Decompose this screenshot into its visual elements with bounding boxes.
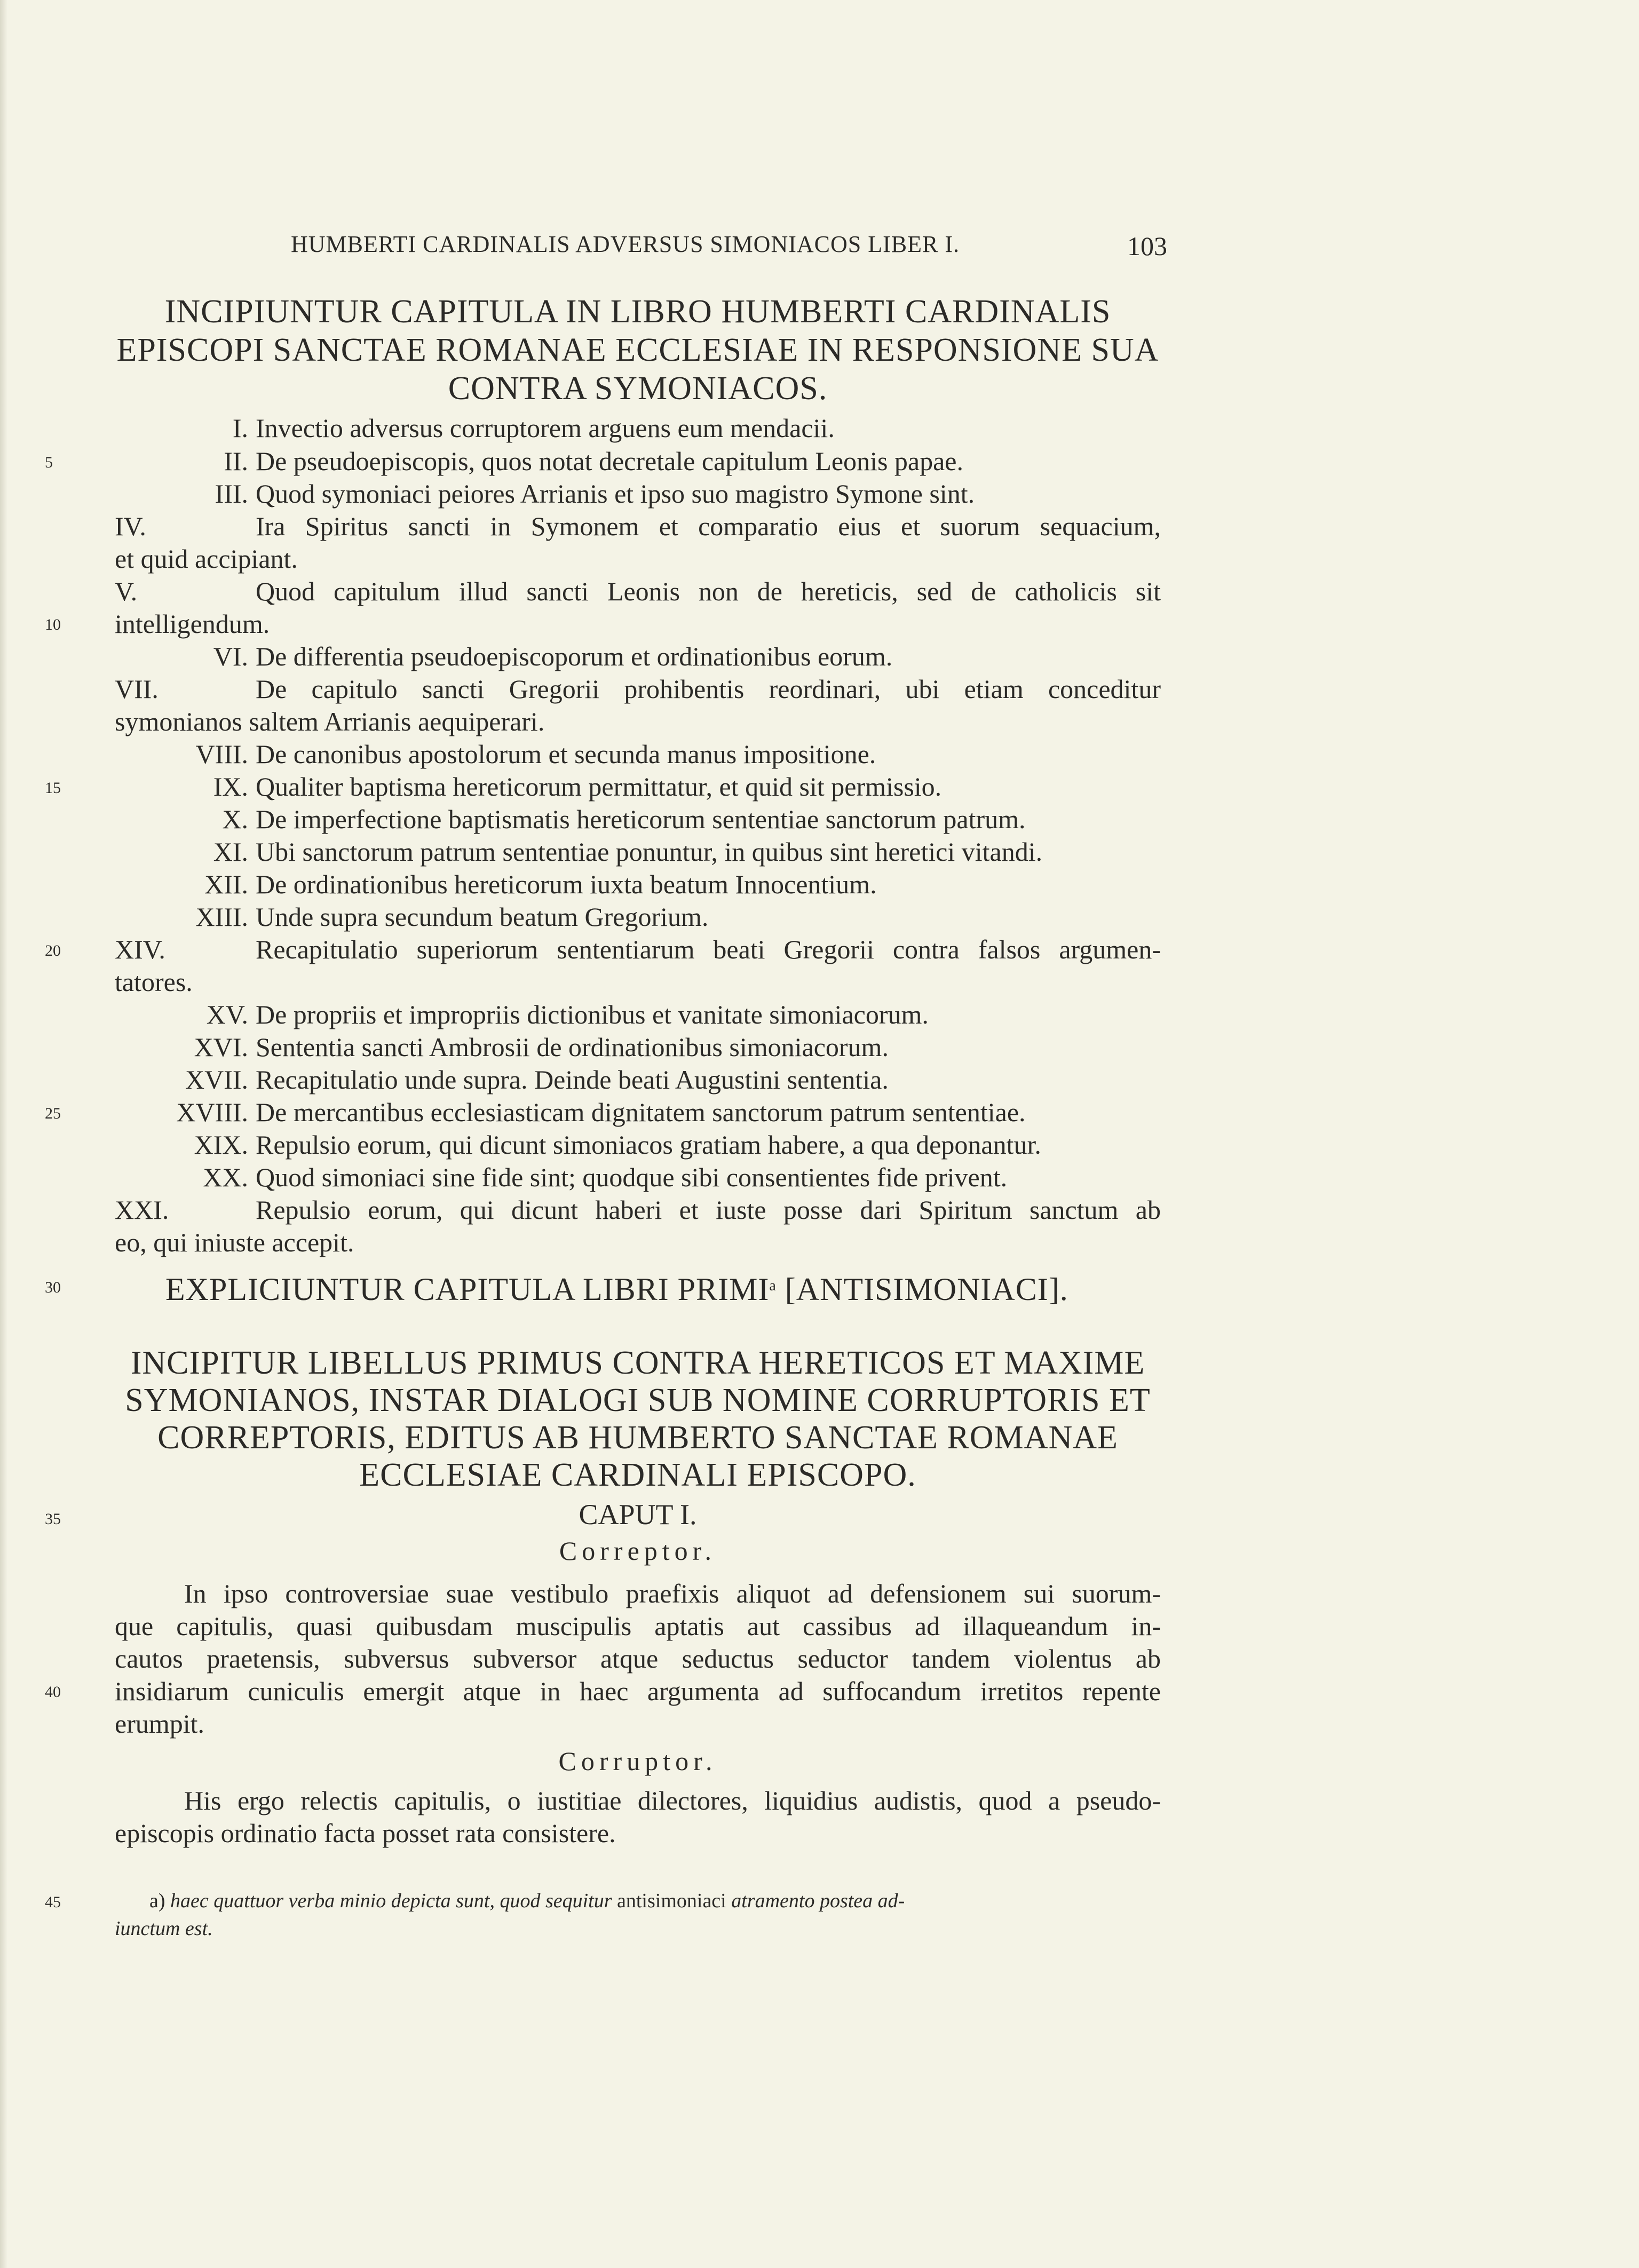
margin-line-number: 25 [45, 1105, 61, 1122]
chapter-continuation: eo, qui iniuste accepit. [115, 1227, 354, 1257]
chapter-entry: IX. Qualiter baptisma hereticorum permittatur, et quid sit permissio. [213, 772, 942, 802]
chapter-entry: VI. De differentia pseudoepiscoporum et ordinationibus eorum. [213, 641, 893, 671]
paragraph-line: In ipso controversiae suae vestibulo praefixis aliquot ad defensionem sui suorum- [184, 1579, 1161, 1608]
incipit-heading-line-2: SYMONIANOS, INSTAR DIALOGI SUB NOMINE CORRUPTORIS ET [125, 1382, 1151, 1418]
chapter-entry: IV. Ira Spiritus sancti in Symonem et comparatio eius et suorum sequacium, [115, 511, 1161, 541]
chapter-entry: V. Quod capitulum illud sancti Leonis non de hereticis, sed de catholicis sit [115, 576, 1161, 606]
footnote-line-1: a) haec quattuor verba minio depicta sunt, quod sequitur antisimoniaci atramento postea ad- [149, 1890, 905, 1912]
chapter-continuation: et quid accipiant. [115, 544, 298, 574]
chapter-entry: XXI. Repulsio eorum, qui dicunt haberi et iuste posse dari Spiritum sanctum ab [115, 1195, 1161, 1225]
margin-line-number: 45 [45, 1893, 61, 1911]
chapter-entry: XIX. Repulsio eorum, qui dicunt simoniacos gratiam habere, a qua deponantur. [194, 1130, 1041, 1160]
chapter-entry: XVII. Recapitulatio unde supra. Deinde beati Augustini sententia. [185, 1065, 889, 1095]
paragraph-line: episcopis ordinatio facta posset rata consistere. [115, 1818, 616, 1848]
incipit-heading-line-1: INCIPITUR LIBELLUS PRIMUS CONTRA HERETICOS ET MAXIME [130, 1345, 1145, 1381]
incipit-heading-line-3: CORREPTORIS, EDITUS AB HUMBERTO SANCTAE ROMANAE [157, 1420, 1118, 1456]
explicit-heading: EXPLICIUNTUR CAPITULA LIBRI PRIMI$^a$ [ANTISIMONIACI]. [165, 1272, 1068, 1307]
chapter-continuation: symonianos saltem Arrianis aequiperari. [115, 707, 545, 736]
incipit-heading-line-4: ECCLESIAE CARDINALI EPISCOPO. [359, 1457, 916, 1493]
speaker-correptor: Correptor. [559, 1536, 717, 1566]
chapter-entry: XIV. Recapitulatio superiorum sententiarum beati Gregorii contra falsos argumen- [115, 934, 1161, 964]
chapter-entry: XX. Quod simoniaci sine fide sint; quodque sibi consentientes fide privent. [203, 1162, 1008, 1192]
caput-heading: CAPUT I. [579, 1498, 697, 1530]
paragraph-line: insidiarum cuniculis emergit atque in haec argumenta ad suffocandum irretitos repente [115, 1676, 1161, 1706]
paragraph-line: His ergo relectis capitulis, o iustitiae dilectores, liquidius audistis, quod a pseudo- [184, 1786, 1161, 1815]
margin-line-number: 5 [45, 454, 53, 471]
paragraph-line: erumpit. [115, 1709, 205, 1739]
footnote-line-2: iunctum est. [115, 1917, 213, 1940]
chapter-entry: XII. De ordinationibus hereticorum iuxta beatum Innocentium. [204, 869, 877, 899]
paragraph-line: cautos praetensis, subversus subversor atque seductus seductor tandem violentus ab [115, 1644, 1161, 1674]
capitula-heading-line-2: EPISCOPI SANCTAE ROMANAE ECCLESIAE IN RESPONSIONE SUA [116, 332, 1159, 368]
margin-line-number: 20 [45, 942, 61, 959]
chapter-entry: XI. Ubi sanctorum patrum sententiae ponuntur, in quibus sint heretici vitandi. [213, 837, 1043, 867]
speaker-corruptor: Corruptor. [558, 1746, 717, 1776]
page-number: 103 [1127, 231, 1167, 261]
margin-line-number: 35 [45, 1510, 61, 1528]
running-head-title: HUMBERTI CARDINALIS ADVERSUS SIMONIACOS LIBER I. [291, 231, 960, 257]
chapter-entry: X. De imperfectione baptismatis hereticorum sententiae sanctorum patrum. [222, 804, 1026, 834]
footnote-marker: a [769, 1278, 777, 1294]
chapter-entry: VII. De capitulo sancti Gregorii prohibentis reordinari, ubi etiam conceditur [115, 674, 1161, 704]
chapter-continuation: intelligendum. [115, 609, 270, 639]
capitula-heading-line-3: CONTRA SYMONIACOS. [448, 370, 828, 407]
chapter-continuation: tatores. [115, 967, 193, 997]
margin-line-number: 30 [45, 1279, 61, 1296]
chapter-entry: II. De pseudoepiscopis, quos notat decretale capitulum Leonis papae. [224, 446, 963, 476]
margin-line-number: 10 [45, 616, 61, 633]
paragraph-line: que capitulis, quasi quibusdam muscipulis aptatis aut cassibus ad illaqueandum in- [115, 1611, 1161, 1641]
margin-line-number: 40 [45, 1683, 61, 1701]
margin-line-number: 15 [45, 779, 61, 797]
chapter-entry: VIII. De canonibus apostolorum et secunda manus impositione. [195, 739, 876, 769]
capitula-heading-line-1: INCIPIUNTUR CAPITULA IN LIBRO HUMBERTI CARDINALIS [164, 294, 1111, 330]
chapter-entry: XVIII. De mercantibus ecclesiasticam dignitatem sanctorum patrum sententiae. [176, 1097, 1026, 1127]
chapter-entry: I. Invectio adversus corruptorem arguens eum mendacii. [232, 413, 835, 443]
chapter-entry: III. Quod symoniaci peiores Arrianis et ipso suo magistro Symone sint. [215, 479, 975, 509]
chapter-entry: XIII. Unde supra secundum beatum Gregorium. [195, 902, 709, 932]
chapter-entry: XVI. Sententia sancti Ambrosii de ordinationibus simoniacorum. [194, 1032, 889, 1062]
chapter-entry: XV. De propriis et impropriis dictionibus et vanitate simoniacorum. [206, 1000, 929, 1029]
